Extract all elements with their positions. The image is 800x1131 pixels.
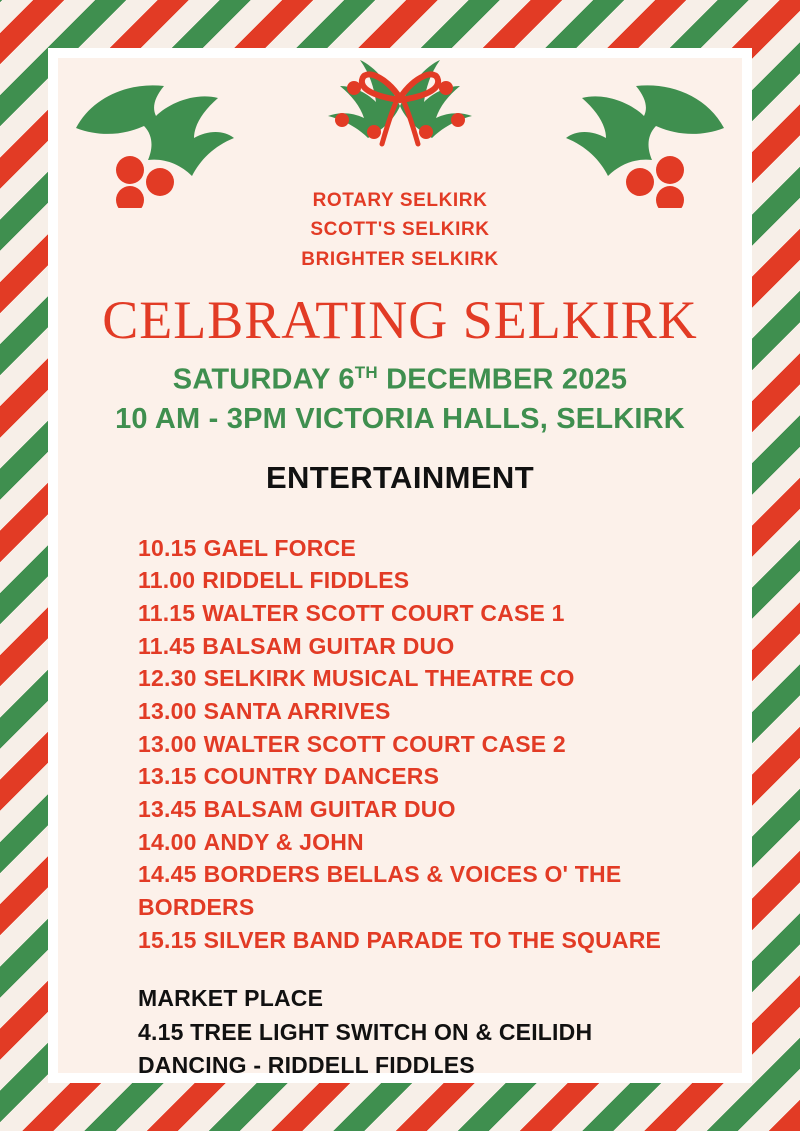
schedule-time: 11.00: [138, 567, 196, 594]
schedule-label: GAEL FORCE: [203, 534, 356, 561]
list-item: [138, 662, 700, 695]
org-line-2: SCOTT'S SELKIRK: [310, 219, 490, 241]
schedule-label: BALSAM GUITAR DUO: [203, 795, 456, 822]
event-date: [90, 363, 710, 397]
organisation-lines: [90, 186, 710, 274]
page-title: CELBRATING SELKIRK: [102, 290, 698, 351]
event-venue: 10 AM - 3PM VICTORIA HALLS, SELKIRK: [115, 402, 685, 435]
schedule-label: RIDDELL FIDDLES: [202, 567, 410, 594]
note-line: 4.15 TREE LIGHT SWITCH ON & CEILIDH: [138, 1018, 593, 1045]
event-date-suffix: DECEMBER 2025: [377, 363, 628, 396]
schedule-time: 14.00: [138, 828, 197, 855]
schedule-time: 13.45: [138, 795, 197, 822]
schedule-label: BORDERS BELLAS & VOICES O' THE BORDERS: [138, 861, 622, 920]
list-item: [138, 826, 700, 859]
schedule-time: 13.00: [138, 730, 197, 757]
event-date-ordinal: TH: [354, 363, 378, 382]
schedule-time: 13.15: [138, 763, 197, 790]
schedule-label: COUNTRY DANCERS: [203, 763, 440, 790]
footer-notes: [90, 982, 710, 1073]
list-item: [138, 760, 700, 793]
schedule-time: 10.15: [138, 534, 197, 561]
schedule-label: WALTER SCOTT COURT CASE 1: [202, 599, 565, 626]
schedule-time: 12.30: [138, 665, 197, 692]
list-item: [138, 630, 700, 663]
org-line-3: BRIGHTER SELKIRK: [301, 248, 499, 270]
mistletoe-bow-icon: [290, 58, 510, 173]
list-item: [138, 532, 700, 565]
list-item: [138, 924, 700, 957]
list-item: [138, 695, 700, 728]
note-line: MARKET PLACE: [138, 985, 324, 1012]
list-item: [138, 597, 700, 630]
schedule-label: SANTA ARRIVES: [203, 697, 391, 724]
schedule-label: BALSAM GUITAR DUO: [202, 632, 455, 659]
list-item: [138, 858, 700, 923]
list-item: [138, 564, 700, 597]
schedule-list: [90, 532, 710, 957]
schedule-time: 11.45: [138, 632, 196, 659]
note-line: DANCING - RIDDELL FIDDLES: [138, 1051, 475, 1073]
schedule-time: 14.45: [138, 861, 197, 888]
schedule-time: 11.15: [138, 599, 196, 626]
schedule-time: 15.15: [138, 926, 197, 953]
schedule-time: 13.00: [138, 697, 197, 724]
schedule-label: WALTER SCOTT COURT CASE 2: [203, 730, 566, 757]
schedule-label: SELKIRK MUSICAL THEATRE CO: [203, 665, 575, 692]
section-heading-entertainment: ENTERTAINMENT: [265, 459, 535, 495]
list-item: [138, 728, 700, 761]
poster-content-area: [58, 58, 742, 1073]
org-line-1: ROTARY SELKIRK: [312, 190, 488, 211]
schedule-label: ANDY & JOHN: [203, 828, 364, 855]
list-item: [138, 793, 700, 826]
event-date-prefix: SATURDAY 6: [172, 363, 355, 396]
schedule-label: SILVER BAND PARADE TO THE SQUARE: [203, 926, 662, 953]
